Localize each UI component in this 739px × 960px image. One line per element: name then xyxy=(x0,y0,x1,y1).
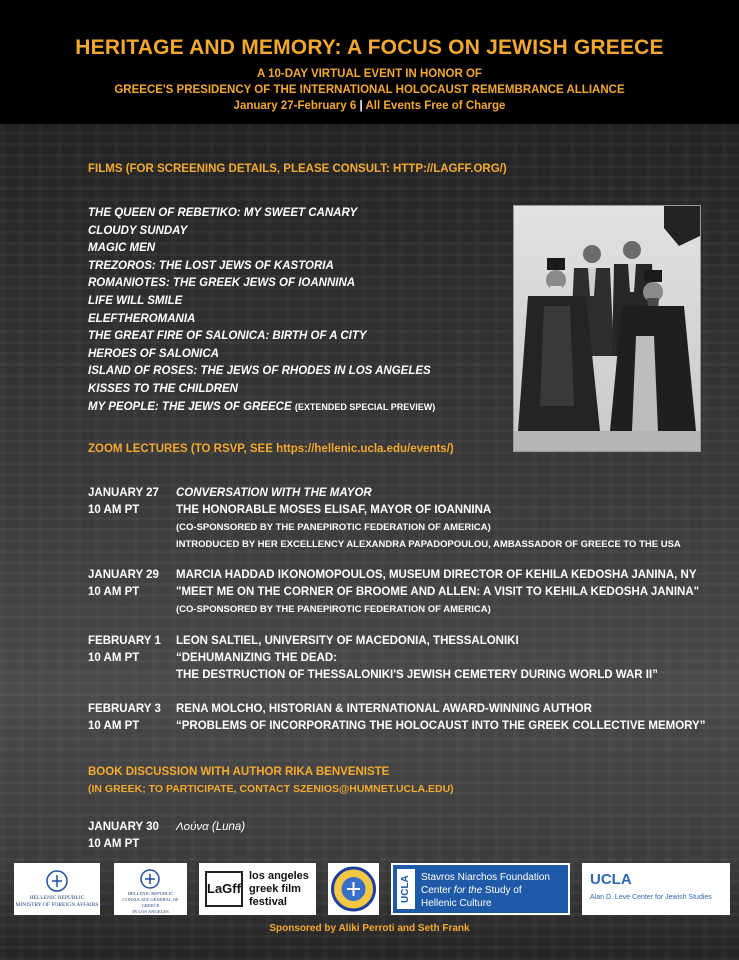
leve-center-logo xyxy=(582,863,730,915)
leve-ucla-mark: UCLA xyxy=(590,871,632,888)
film-item: HEROES OF SALONICA xyxy=(88,347,219,360)
film-item-title: MY PEOPLE: THE JEWS OF GREECE xyxy=(88,400,292,413)
film-item-last xyxy=(88,399,435,417)
header-banner xyxy=(0,0,739,124)
lagff-line-3: festival xyxy=(249,896,287,908)
free-of-charge: All Events Free of Charge xyxy=(365,100,506,112)
film-item: ELEFTHEROMANIA xyxy=(88,312,196,325)
leve-line: Alan D. Leve Center for Jewish Studies xyxy=(590,894,712,901)
consulate-line-1: HELLENIC REPUBLIC xyxy=(127,891,174,896)
lecture-title: CONVERSATION WITH THE MAYOR xyxy=(176,487,372,499)
event-dates-line xyxy=(0,98,739,114)
lecture-date: FEBRUARY 3 xyxy=(88,703,161,715)
film-item: LIFE WILL SMILE xyxy=(88,294,183,307)
film-item: CLOUDY SUNDAY xyxy=(88,224,188,237)
films-heading: FILMS (FOR SCREENING DETAILS, PLEASE CONSULT: HTTP://LAGFF.ORG/) xyxy=(88,163,507,175)
lecture-speaker: RENA MOLCHO, HISTORIAN & INTERNATIONAL AWARD-WINNING AUTHOR xyxy=(176,703,592,715)
historic-photo xyxy=(513,205,701,452)
film-item: MAGIC MEN xyxy=(88,242,156,255)
snf-line-2c: Study of xyxy=(482,885,522,896)
film-item: ROMANIOTES: THE GREEK JEWS OF IOANNINA xyxy=(88,277,356,290)
mfa-line-2: MINISTRY OF FOREIGN AFFAIRS xyxy=(15,902,99,908)
lecture-date: JANUARY 29 xyxy=(88,569,159,581)
lecture-time: 10 AM PT xyxy=(88,586,140,598)
lecture-title: "MEET ME ON THE CORNER OF BROOME AND ALLEN: A VISIT TO KEHILA KEDOSHA JANINA" xyxy=(176,586,700,598)
lecture-date: JANUARY 27 xyxy=(88,487,159,499)
lagff-mark: LaGff xyxy=(205,871,243,907)
consulate-line-2: CONSULATE GENERAL OF GREECE xyxy=(122,897,179,908)
event-subtitle-1: A 10-DAY VIRTUAL EVENT IN HONOR OF xyxy=(257,68,482,80)
sponsor-line: Sponsored by Aliki Perroti and Seth Frank xyxy=(269,923,470,934)
historic-photo-illustration xyxy=(514,206,700,451)
mfa-logo xyxy=(14,863,100,915)
lecture-title: “PROBLEMS OF INCORPORATING THE HOLOCAUST INTO THE GREEK COLLECTIVE MEMORY” xyxy=(176,720,706,732)
lecture-time: 10 AM PT xyxy=(88,652,140,664)
lecture-title-cont: THE DESTRUCTION OF THESSALONIKI'S JEWISH CEMETERY DURING WORLD WAR II” xyxy=(176,669,658,681)
snf-line-1: Stavros Niarchos Foundation xyxy=(421,872,550,883)
film-item: THE QUEEN OF REBETIKO: MY SWEET CANARY xyxy=(88,207,358,219)
event-title: HERITAGE AND MEMORY: A FOCUS ON JEWISH GREECE xyxy=(75,36,664,59)
lectures-heading: ZOOM LECTURES (TO RSVP, SEE https://hellenic.ucla.edu/events/) xyxy=(88,443,454,455)
snf-line-2a: Center xyxy=(421,885,454,896)
snf-line-2b: for the xyxy=(453,885,483,896)
dates-separator: | xyxy=(359,100,363,112)
panepirotic-seal-icon xyxy=(328,863,379,915)
consulate-line-3: IN LOS ANGELES xyxy=(132,909,169,914)
film-item: TREZOROS: THE LOST JEWS OF KASTORIA xyxy=(88,259,334,272)
book-date: JANUARY 30 xyxy=(88,821,159,833)
lagff-line-2: greek film xyxy=(249,883,301,895)
lecture-introduction: INTRODUCED BY HER EXCELLENCY ALEXANDRA PAPADOPOULOU, AMBASSADOR OF GREECE TO THE USA xyxy=(176,539,681,550)
book-subheading: (IN GREEK; TO PARTICIPATE, CONTACT SZENIOS@HUMNET.UCLA.EDU) xyxy=(88,783,454,795)
panepirotic-logo xyxy=(328,863,379,915)
lagff-line-1: los angeles xyxy=(249,870,309,882)
films-list xyxy=(88,205,435,416)
lecture-cosponsor: (CO-SPONSORED BY THE PANEPIROTIC FEDERATION OF AMERICA) xyxy=(176,604,491,615)
lecture-time: 10 AM PT xyxy=(88,720,140,732)
lecture-cosponsor: (CO-SPONSORED BY THE PANEPIROTIC FEDERATION OF AMERICA) xyxy=(176,522,491,533)
lecture-speaker: MARCIA HADDAD IKONOMOPOULOS, MUSEUM DIRECTOR OF KEHILA KEDOSHA JANINA, NY xyxy=(176,569,697,581)
snf-center-logo xyxy=(391,863,570,915)
sponsor-logos xyxy=(0,863,739,923)
film-item-note: (EXTENDED SPECIAL PREVIEW) xyxy=(294,401,436,412)
event-dates: January 27-February 6 xyxy=(233,100,357,112)
lecture-speaker: THE HONORABLE MOSES ELISAF, MAYOR OF IOANNINA xyxy=(176,504,492,516)
lecture-time: 10 AM PT xyxy=(88,504,140,516)
event-subtitle-2: GREECE'S PRESIDENCY OF THE INTERNATIONAL HOLOCAUST REMEMBRANCE ALLIANCE xyxy=(114,84,625,96)
book-time: 10 AM PT xyxy=(88,838,140,850)
film-item: ISLAND OF ROSES: THE JEWS OF RHODES IN LOS ANGELES xyxy=(88,365,431,378)
lecture-speaker: LEON SALTIEL, UNIVERSITY OF MACEDONIA, THESSALONIKI xyxy=(176,635,519,647)
lecture-title: “DEHUMANIZING THE DEAD: xyxy=(176,652,337,664)
mfa-line-1: HELLENIC REPUBLIC xyxy=(29,895,85,901)
snf-ucla-mark: UCLA xyxy=(397,869,415,909)
snf-line-3: Hellenic Culture xyxy=(421,898,492,909)
lecture-date: FEBRUARY 1 xyxy=(88,635,161,647)
lagff-logo xyxy=(199,863,316,915)
book-heading: BOOK DISCUSSION WITH AUTHOR RIKA BENVENISTE xyxy=(88,766,390,778)
film-item: KISSES TO THE CHILDREN xyxy=(88,382,238,395)
book-title: Λούνα (Luna) xyxy=(176,821,246,833)
film-item: THE GREAT FIRE OF SALONICA: BIRTH OF A CITY xyxy=(88,330,367,343)
consulate-logo xyxy=(114,863,187,915)
